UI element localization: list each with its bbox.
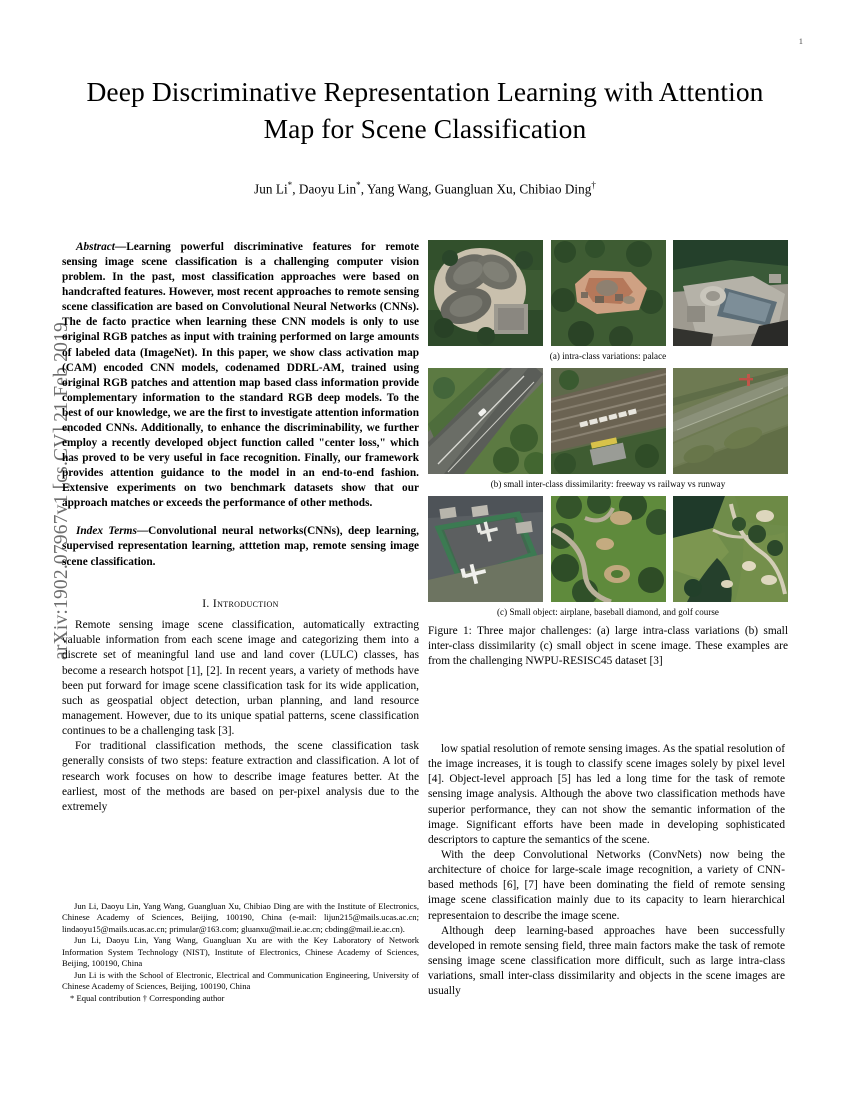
figure-image-palace-2 [551, 240, 666, 346]
figure-subcaption-b: (b) small inter-class dissimilarity: freeway vs railway vs runway [490, 479, 726, 489]
intro-paragraph-2: For traditional classification methods, the scene classification task generally consists of two steps: feature extraction and classification. A lot of research work focuses on how to describe image features better. At the earliest, most of the methods are based on per-pixel analysis due to the extremely [62, 740, 419, 813]
figure-row-a [428, 240, 788, 346]
figure-image-freeway [428, 368, 543, 474]
abstract-dash: — [114, 241, 127, 253]
aerial-freeway-with-car-icon [428, 368, 543, 474]
footnote-affiliation-2: Jun Li, Daoyu Lin, Yang Wang, Guangluan Xu are with the Key Laboratory of Network Information System Technology (NIST), Institute of Electronics, Chinese Academy of Sciences, Beijing, 100190, China [62, 935, 419, 969]
figure-image-palace-1 [428, 240, 543, 346]
right-paragraph-2: With the deep Convolutional Networks (ConvNets) now being the architecture of choice for large-scale image recognition, a variety of CNN-based methods [6], [7] have been dominating the field of remote sensing image scene classification mainly due to its capacity to learn hierarchical representaion to describe the image scene. [428, 848, 785, 922]
figure-image-baseball-diamond [551, 496, 666, 602]
figure-image-palace-3 [673, 240, 788, 346]
aerial-palace-courtyard-estate-icon [551, 240, 666, 346]
section-heading-introduction: I. Introduction [202, 596, 279, 610]
aerial-palace-large-complex-icon [673, 240, 788, 346]
aerial-railway-yard-with-train-icon [551, 368, 666, 474]
index-terms-text: Convolutional neural networks(CNNs), deep learning, supervised representation learning, atttetion map, remote sensing image scene classification. [62, 525, 420, 568]
figure-subcaption-a: (a) intra-class variations: palace [549, 351, 667, 361]
right-column [428, 742, 785, 999]
intro-paragraph-1: Remote sensing image scene classification, automatically extracting valuable information from each scene image and categorizing them into a discrete set of meaningful land use and land cover (LULC) classes, has become a research hotspot [1], [2]. In recent years, a variety of methods have been put forward for image scene classification task for its wide application, such as geospatial object detection, urban planning, and land resource management. However, due to its unique spatial patterns, scene classification continues to be a challenging task [3]. [62, 619, 419, 738]
figure-image-railway [551, 368, 666, 474]
footnote-affiliation-3: Jun Li is with the School of Electronic, Electrical and Communication Engineering, University of Chinese Academy of Sciences, Beijing, 100190, China [62, 969, 419, 991]
title-block [60, 74, 790, 198]
footnote-block [62, 898, 419, 1005]
aerial-golf-course-with-bunkers-icon [673, 496, 788, 602]
right-paragraph-3: Although deep learning-based approaches have been successfully developed in remote sensing field, three main factors make the task of remote sensing image scene classification more difficult, such as large intra-class variations, small inter-class dissimilarity and objects in the scene images are usually [428, 924, 785, 998]
index-terms-paragraph [62, 524, 419, 569]
footnote-affiliation-1: Jun Li, Daoyu Lin, Yang Wang, Guangluan Xu, Chibiao Ding are with the Institute of Electronics, Chinese Academy of Sciences, Beijing, 100190, China (e-mail: lijun215@mails.ucas.ac.cn; lindaoyu15@mails.ucas.ac.cn; primular@163.com; gluanxu@mail.ie.ac.cn; cbding@mail.ie.ac.cn). [62, 901, 419, 934]
figure-row-b [428, 368, 788, 474]
aerial-palace-circular-structure-icon [428, 240, 543, 346]
index-terms-label: Index Terms [76, 525, 137, 538]
abstract-text: Learning powerful discriminative features for remote sensing image scene classification is a challenging computer vision problem. In the past, most classification approaches were based on handcrafted features. However, most recent approaches to remote sensing scene classification are based on Convolutional Neural Networks (CNNs). The de facto practice when learning these CNN models is only to use original RGB patches as input with training performed on large amounts of labeled data (ImageNet). In this paper, we show class activation map (CAM) encoded CNN models, codenamed DDRL-AM, trained using original RGB patches and attention map based class information provide complementary information to the standard RGB deep models. To the best of our knowledge, we are the first to investigate attention information encoded CNNs. Additionally, to enhance the discriminability, we further employ a recently developed object function called "center loss," which has proved to be very useful in face recognition. Finally, our framework provides attention guidance to the model in an end-to-end fashion. Extensive experiments on two benchmark datasets show that our approach matches or exceeds the performance of other methods. [62, 241, 419, 510]
figure-subcaption-c: (c) Small object: airplane, baseball diamond, and golf course [497, 607, 719, 617]
index-terms-dash: — [136, 525, 149, 538]
left-column [62, 240, 419, 815]
arxiv-stamp: arXiv:1902.07967v1 [cs.CV] 21 Feb 2019 [51, 322, 72, 660]
aerial-baseball-diamonds-in-park-icon [551, 496, 666, 602]
abstract-label: Abstract [76, 241, 115, 253]
footnote-contribution-note: * Equal contribution † Corresponding author [70, 993, 225, 1004]
figure-image-airplane [428, 496, 543, 602]
figure-image-golf-course [673, 496, 788, 602]
figure-1 [428, 240, 788, 669]
abstract-paragraph [62, 240, 419, 511]
page-number: 1 [798, 36, 803, 46]
author-list: Jun Li*, Daoyu Lin*, Yang Wang, Guangluan Xu, Chibiao Ding† [254, 180, 596, 197]
figure-caption: Figure 1: Three major challenges: (a) large intra-class variations (b) small inter-class dissimilarity (c) small object in scene image. These examples are from the challenging NWPU-RESISC45 dataset [3] [428, 625, 788, 668]
right-paragraph-1: low spatial resolution of remote sensing images. As the spatial resolution of the image increases, it is tough to classify scene images solely by pixel level [4]. Object-level approach [5] has led a long time for the task of remote sensing image analysis. Although the above two classification methods have superior performance, they can not show the semantic information of the image. Significant efforts have been made in developing sophisticated descriptors to capture the semantics of the scene. [428, 743, 785, 846]
aerial-airplanes-on-apron-icon [428, 496, 543, 602]
aerial-runway-strip-icon [673, 368, 788, 474]
figure-row-c [428, 496, 788, 602]
figure-image-runway [673, 368, 788, 474]
page-title: Deep Discriminative Representation Learning with Attention Map for Scene Classification [86, 76, 764, 144]
